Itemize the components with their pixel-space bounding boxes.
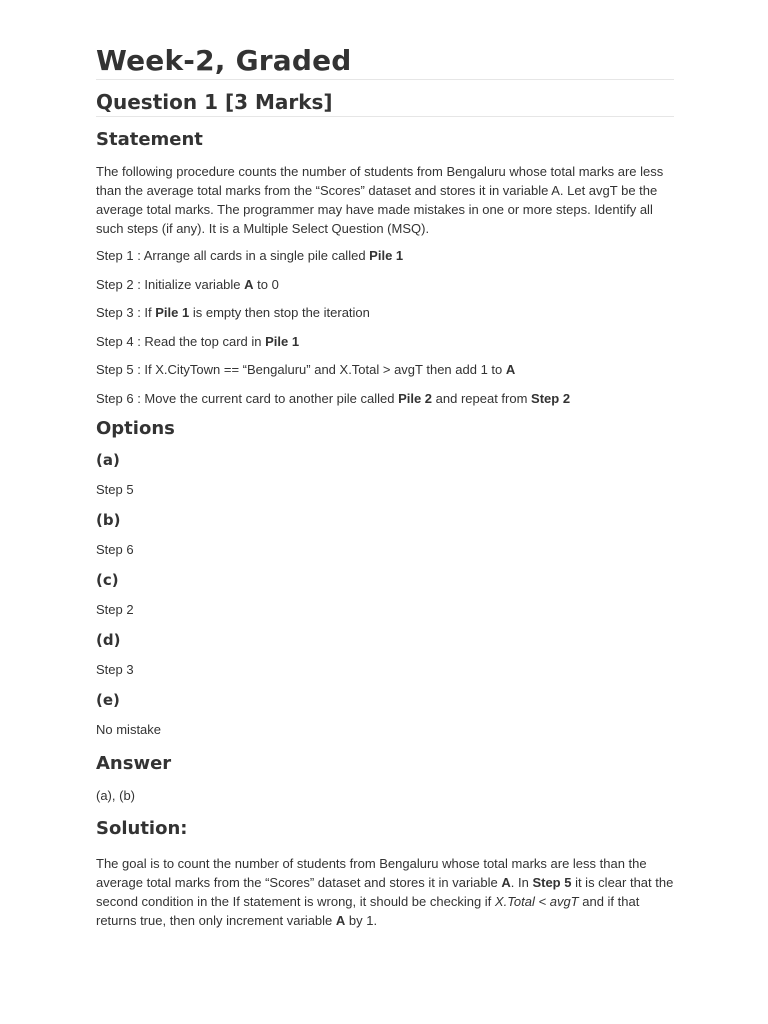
option-b-label: (b) (96, 510, 121, 529)
statement-heading: Statement (96, 129, 203, 150)
answer-text: (a), (b) (96, 787, 135, 803)
option-d-text: Step 3 (96, 661, 134, 677)
step-5: Step 5 : If X.CityTown == “Bengaluru” and X.Total > avgT then add 1 to A (96, 362, 516, 377)
steps-list (96, 246, 674, 408)
option-c-label: (c) (96, 570, 119, 589)
step-3: Step 3 : If Pile 1 is empty then stop the iteration (96, 305, 370, 320)
question-heading: Question 1 [3 Marks] (96, 90, 674, 117)
option-d-label: (d) (96, 630, 121, 649)
step-1: Step 1 : Arrange all cards in a single pile called Pile 1 (96, 248, 404, 263)
solution-text: The goal is to count the number of students from Bengaluru whose total marks are less than the average total marks from the “Scores” dataset and stores it in variable A. In Step 5 it is clear that the second condition in the If statement is wrong, it should be checking if X.Total < avgT and if that returns true, then only increment variable A by 1. (96, 855, 674, 928)
step-4: Step 4 : Read the top card in Pile 1 (96, 333, 300, 349)
page-title: Week-2, Graded (96, 44, 674, 80)
option-a-text: Step 5 (96, 481, 134, 497)
option-e-text: No mistake (96, 721, 162, 737)
step-2: Step 2 : Initialize variable A to 0 (96, 276, 279, 292)
option-c-text: Step 2 (96, 601, 134, 617)
document-page (96, 0, 674, 930)
options-heading: Options (96, 417, 175, 439)
step-6: Step 6 : Move the current card to another pile called Pile 2 and repeat from Step 2 (96, 390, 571, 406)
answer-heading: Answer (96, 752, 172, 774)
solution-heading: Solution: (96, 817, 188, 839)
option-a-label: (a) (96, 450, 120, 469)
statement-text: The following procedure counts the number of students from Bengaluru whose total marks are less than the average total marks from the “Scores” dataset and stores it in variable A. Let avgT be the average total marks. The programmer may have made mistakes in one or more steps. Identify all such steps (if any). It is a Multiple Select Question (MSQ). (96, 164, 664, 236)
option-b-text: Step 6 (96, 541, 134, 557)
option-e-label: (e) (96, 690, 120, 709)
